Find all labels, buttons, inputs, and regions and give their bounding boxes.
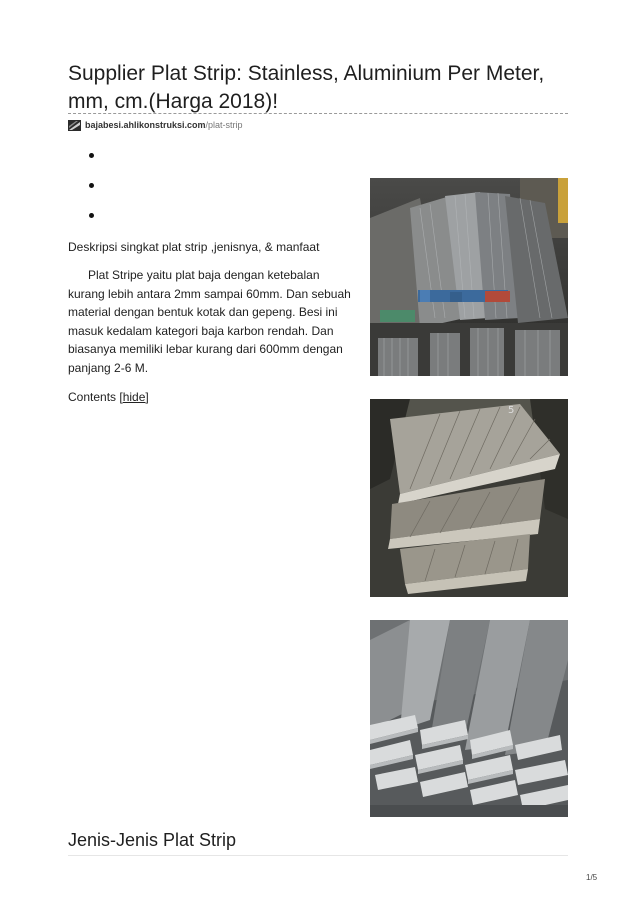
source-path: /plat-strip	[205, 120, 243, 130]
table-of-contents	[68, 389, 149, 405]
page-indicator: 1/5	[586, 873, 598, 882]
site-favicon-icon	[68, 120, 81, 131]
photo-aluminium-flat-bars	[370, 620, 568, 817]
short-description-heading: Deskripsi singkat plat strip ,jenisnya, & manfaat	[68, 240, 320, 254]
contents-bracket-close: ]	[145, 390, 149, 404]
photo-stacked-flat-bars	[370, 399, 568, 597]
source-url[interactable]	[68, 118, 243, 132]
page-title: Supplier Plat Strip: Stainless, Aluminium Per Meter, mm, cm.(Harga 2018)!	[68, 62, 545, 113]
intro-paragraph: Plat Stripe yaitu plat baja dengan ketebalan kurang lebih antara 2mm sampai 60mm. Dan sebuah material dengan bentuk kotak dan gepeng. Besi ini masuk kedalam kategori baja karbon rendah. Dan biasanya memiliki lebar kurang dari 600mm dengan panjang 2-6 M.	[68, 268, 351, 375]
source-domain: bajabesi.ahlikonstruksi.com	[85, 120, 206, 130]
contents-label: Contents	[68, 390, 117, 404]
section-divider	[68, 855, 568, 856]
contents-bracket-open: [	[119, 390, 123, 404]
section-heading: Jenis-Jenis Plat Strip	[68, 830, 237, 850]
title-divider	[68, 113, 568, 114]
hide-contents-link[interactable]: hide	[122, 390, 146, 404]
photo-warehouse-flat-bar-stacks	[370, 178, 568, 376]
svg-text:5: 5	[508, 405, 515, 416]
